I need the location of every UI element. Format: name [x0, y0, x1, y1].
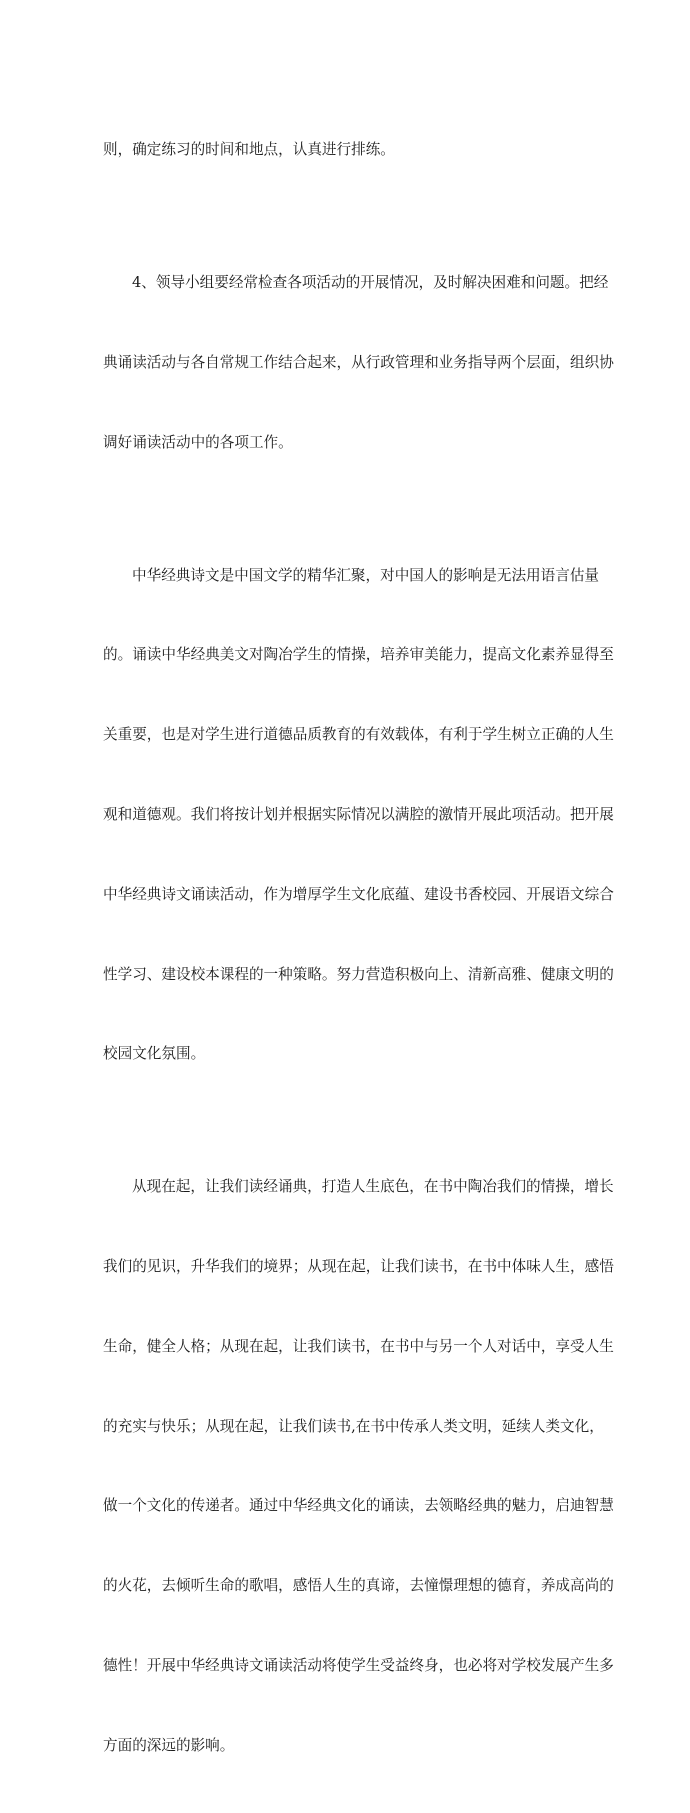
document-body [103, 84, 614, 1813]
text-line: 的充实与快乐；从现在起，让我们读书,在书中传承人类文明，延续人类文化， [103, 1417, 604, 1435]
text-line: 中华经典诗文诵读活动，作为增厚学生文化底蕴、建设书香校园、开展语文综合 [103, 885, 614, 903]
text-line: 典诵读活动与各自常规工作结合起来，从行政管理和业务指导两个层面，组织协 [103, 353, 614, 371]
text-line: 方面的深远的影响。 [103, 1736, 235, 1754]
text-line: 德性！开展中华经典诗文诵读活动将使学生受益终身，也必将对学校发展产生多 [103, 1657, 614, 1675]
paragraph-2 [103, 217, 614, 510]
paragraph-1 [103, 84, 589, 217]
text-line: 中华经典诗文是中国文学的精华汇聚，对中国人的影响是无法用语言估量 [132, 566, 600, 584]
text-line: 则，确定练习的时间和地点，认真进行排练。 [103, 141, 395, 159]
text-line: 关重要，也是对学生进行道德品质教育的有效载体，有利于学生树立正确的人生 [103, 726, 614, 744]
text-line: 性学习、建设校本课程的一种策略。努力营造积极向上、清新高雅、健康文明的 [103, 965, 614, 983]
text-line: 的。诵读中华经典美文对陶冶学生的情操，培养审美能力，提高文化素养显得至 [103, 646, 614, 664]
text-line: 调好诵读活动中的各项工作。 [103, 433, 293, 451]
text-line: 我们的见识，升华我们的境界；从现在起，让我们读书，在书中体味人生，感悟 [103, 1258, 614, 1276]
text-line: 生命，健全人格；从现在起，让我们读书，在书中与另一个人对话中，享受人生 [103, 1337, 614, 1355]
text-line: 校园文化氛围。 [103, 1045, 206, 1063]
text-line: 做一个文化的传递者。通过中华经典文化的诵读，去领略经典的魅力，启迪智慧 [103, 1497, 614, 1515]
text-line: 的火花，去倾听生命的歌唱，感悟人生的真谛，去憧憬理想的德育，养成高尚的 [103, 1577, 614, 1595]
text-line: 从现在起，让我们读经诵典，打造人生底色，在书中陶冶我们的情操，增长 [132, 1178, 614, 1196]
text-line: 观和道德观。我们将按计划并根据实际情况以满腔的激情开展此项活动。把开展 [103, 806, 614, 824]
paragraph-3 [103, 510, 614, 1122]
paragraph-4 [103, 1121, 614, 1812]
text-line: 4、领导小组要经常检查各项活动的开展情况，及时解决困难和问题。把经 [132, 274, 609, 292]
